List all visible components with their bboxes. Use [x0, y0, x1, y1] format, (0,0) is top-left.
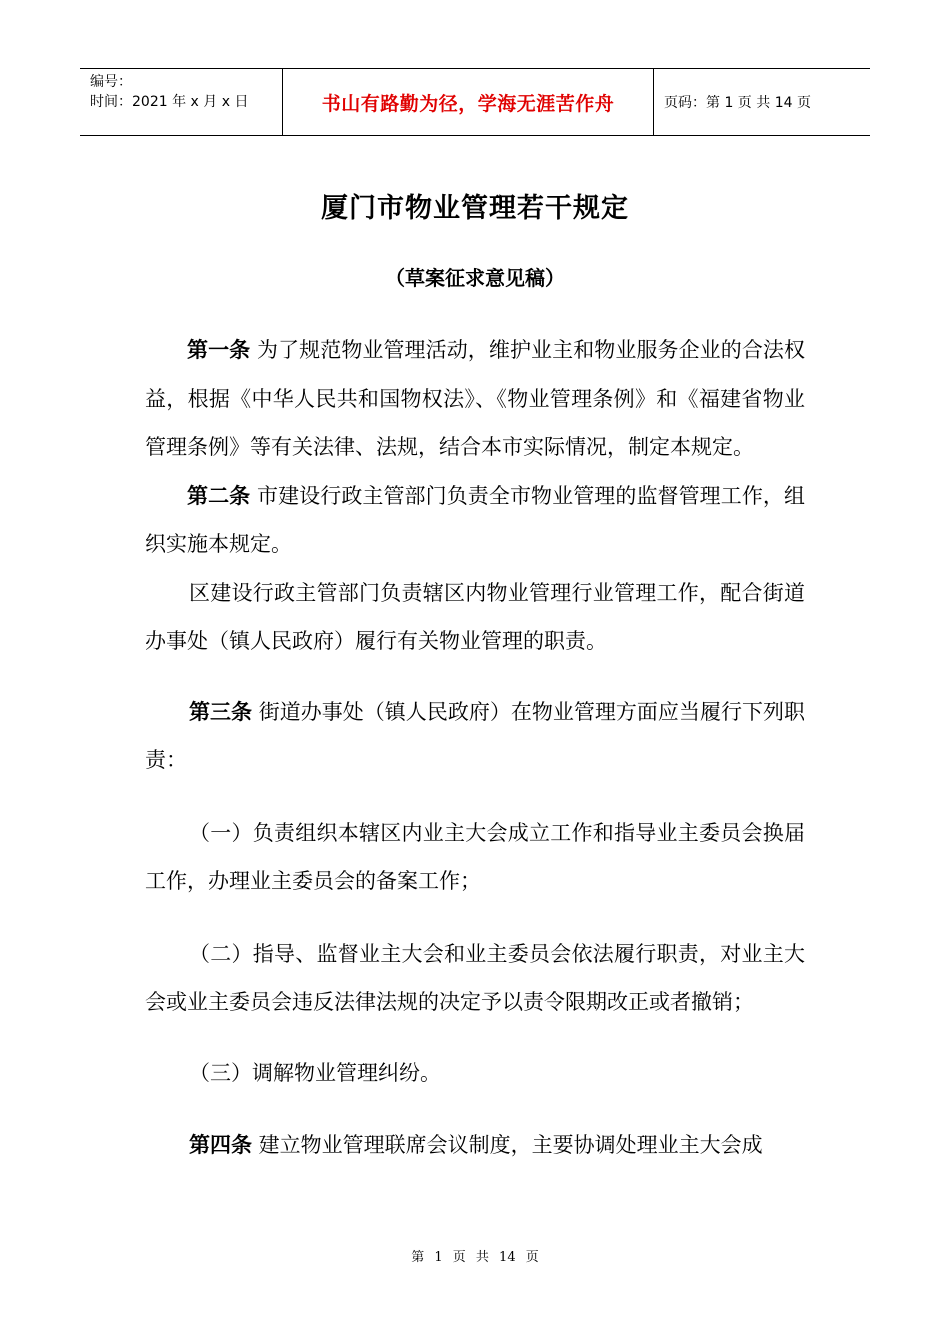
article-text: 建立物业管理联席会议制度，主要协调处理业主大会成 — [252, 1133, 763, 1157]
article-text: 市建设行政主管部门负责全市物业管理的监督管理工作，组织实施本规定。 — [145, 483, 805, 556]
article-4 — [145, 1121, 805, 1170]
document-title: 厦门市物业管理若干规定 — [321, 193, 629, 224]
header-table — [80, 68, 870, 136]
article-text: （二）指导、监督业主大会和业主委员会依法履行职责，对业主大会或业主委员会违反法律法规的决定予以责令限期改正或者撤销； — [145, 941, 805, 1014]
article-heading: 第四条 — [189, 1133, 252, 1157]
article-2-paragraph-2 — [145, 569, 805, 666]
article-3-item-1 — [145, 809, 805, 906]
article-heading: 第三条 — [189, 699, 253, 724]
article-2 — [145, 472, 805, 569]
article-heading: 第二条 — [187, 483, 251, 508]
article-3-item-2 — [145, 930, 805, 1027]
header-meta — [80, 69, 282, 135]
article-text: 为了规范物业管理活动，维护业主和物业服务企业的合法权益，根据《中华人民共和国物权法》、《物业管理条例》和《福建省物业管理条例》等有关法律、法规，结合本市实际情况，制定本规定。 — [145, 338, 805, 459]
article-text: （三）调解物业管理纠纷。 — [189, 1060, 441, 1085]
article-3 — [145, 688, 805, 785]
header-motto: 书山有路勤为径，学海无涯苦作舟 — [282, 69, 654, 135]
document-date: 时间：2021 年 x 月 x 日 — [90, 94, 249, 110]
header-page-info: 页码：第 1 页 共 14 页 — [664, 95, 811, 111]
article-text: 区建设行政主管部门负责辖区内物业管理行业管理工作，配合街道办事处（镇人民政府）履行有关物业管理的职责。 — [145, 580, 805, 653]
document-number: 编号： — [90, 74, 132, 90]
document-body — [145, 326, 805, 1170]
page-footer: 第 1 页 共 14 页 — [411, 1250, 539, 1265]
article-3-item-3 — [145, 1049, 805, 1098]
article-text: （一）负责组织本辖区内业主大会成立工作和指导业主委员会换届工作，办理业主委员会的备案工作； — [145, 820, 805, 893]
document-subtitle: （草案征求意见稿） — [385, 266, 565, 290]
article-text: 街道办事处（镇人民政府）在物业管理方面应当履行下列职责： — [145, 699, 805, 772]
article-1 — [145, 326, 805, 472]
article-heading: 第一条 — [187, 338, 251, 362]
